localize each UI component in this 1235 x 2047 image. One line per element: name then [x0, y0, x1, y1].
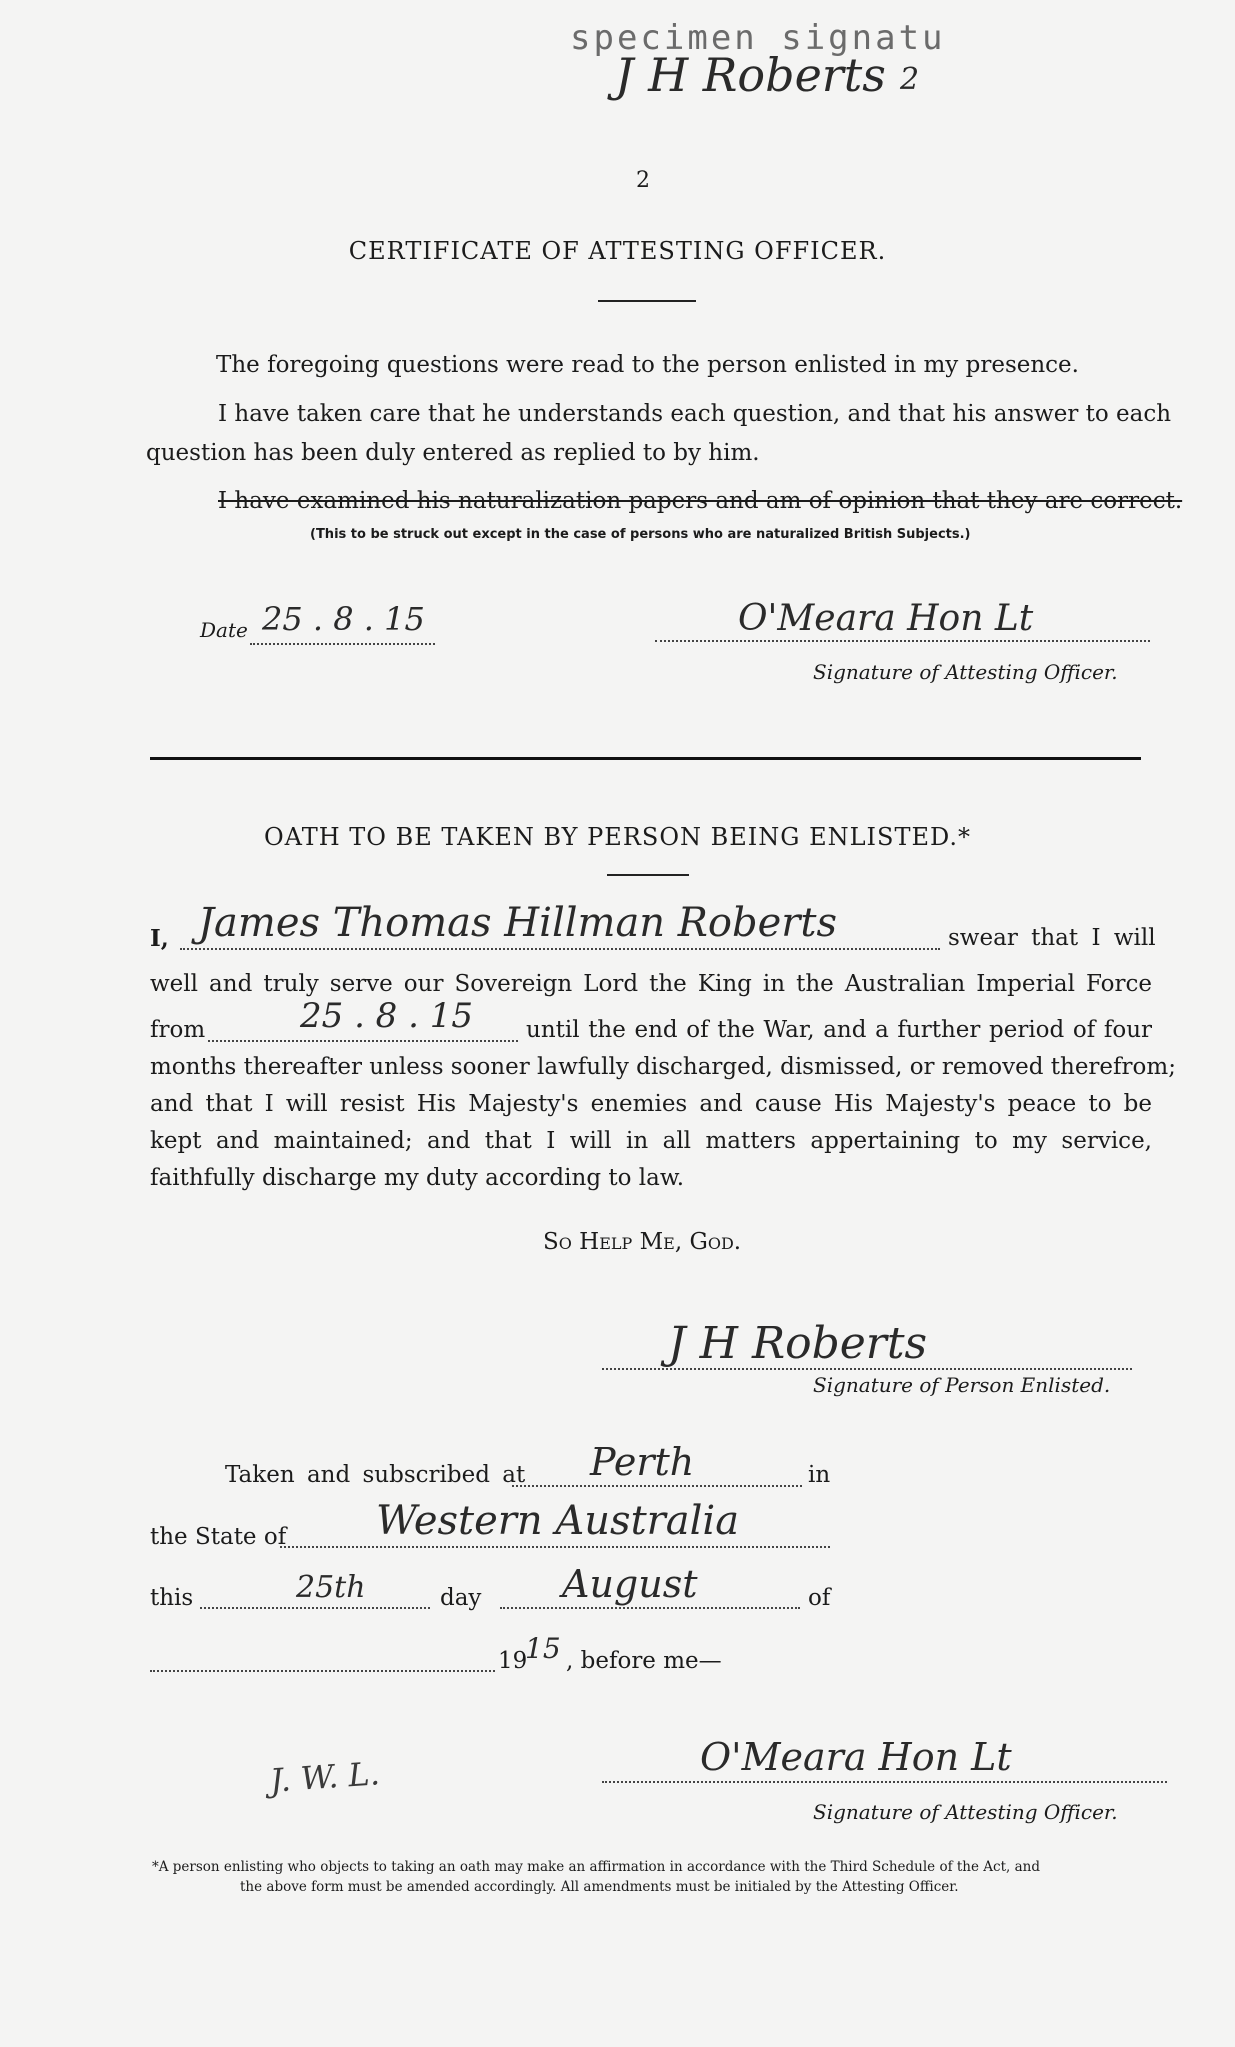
oath-line-7: faithfully discharge my duty according to law. [150, 1165, 685, 1191]
oath-title: OATH TO BE TAKEN BY PERSON BEING ENLISTED.* [264, 823, 971, 851]
specimen-signature-stamp: specimen signatu [570, 18, 946, 58]
attesting-officer-caption: Signature of Attesting Officer. [813, 660, 1118, 684]
oath-swear-text: swear that I will [948, 925, 1156, 951]
state-value: Western Australia [376, 1498, 740, 1544]
final-officer-caption: Signature of Attesting Officer. [813, 1800, 1118, 1824]
top-signature: J H Roberts [615, 48, 886, 102]
of-label: of [808, 1585, 831, 1611]
day-label: day [440, 1585, 482, 1611]
state-line [280, 1546, 830, 1548]
naturalization-note: (This to be struck out except in the case of persons who are naturalized British Subjects.) [310, 527, 971, 542]
before-me: , before me— [566, 1648, 722, 1674]
footnote-line-2: the above form must be amended accordingly. All amendments must be initialed by the Attesting Officer. [240, 1879, 959, 1895]
oath-line-6: kept and maintained; and that I will in all matters appertaining to my service, [150, 1128, 1152, 1154]
page-number: 2 [636, 168, 650, 193]
certificate-line-2a: I have taken care that he understands each question, and that his answer to each [218, 401, 1172, 427]
year-line [150, 1670, 495, 1672]
footnote-line-1: *A person enlisting who objects to taking an oath may make an affirmation in accordance with the Third Schedule of the Act, and [152, 1859, 1040, 1875]
month-line [500, 1607, 800, 1609]
oath-line-2: well and truly serve our Sovereign Lord the King in the Australian Imperial Force [150, 971, 1152, 997]
year-prefix: 19 [498, 1648, 528, 1674]
date-dotted-line [250, 643, 435, 645]
this-label: this [150, 1585, 194, 1611]
final-officer-signature-line [602, 1781, 1167, 1783]
day-line [200, 1607, 430, 1609]
from-date-line [208, 1040, 518, 1042]
state-label: the State of [150, 1524, 287, 1550]
final-officer-signature: O'Meara Hon Lt [700, 1735, 1012, 1779]
certificate-line-1: The foregoing questions were read to the person enlisted in my presence. [216, 352, 1079, 378]
enlistee-name: James Thomas Hillman Roberts [198, 900, 837, 946]
oath-title-rule [607, 874, 689, 876]
section-divider [150, 757, 1141, 760]
officer-signature-line [655, 640, 1150, 642]
person-enlisted-caption: Signature of Person Enlisted. [813, 1373, 1111, 1397]
oath-line-5: and that I will resist His Majesty's enemies and cause His Majesty's peace to be [150, 1091, 1152, 1117]
from-date: 25 . 8 . 15 [300, 996, 474, 1036]
oath-name-line [180, 948, 940, 950]
top-signature-number: 2 [900, 62, 920, 97]
oath-line-4: months thereafter unless sooner lawfully discharged, dismissed, or removed therefrom; [150, 1054, 1176, 1080]
date-value: 25 . 8 . 15 [262, 600, 425, 638]
oath-from-label: from [150, 1017, 206, 1043]
certificate-line-2b: question has been duly entered as replied to by him. [146, 440, 760, 466]
day-value: 25th [296, 1570, 366, 1605]
in-label: in [808, 1462, 831, 1488]
taken-subscribed-label: Taken and subscribed at [225, 1462, 526, 1488]
oath-line-3: until the end of the War, and a further period of four [526, 1017, 1152, 1043]
title-rule [598, 300, 696, 302]
certificate-title: CERTIFICATE OF ATTESTING OFFICER. [348, 237, 887, 265]
place-line [512, 1485, 802, 1487]
year-value: 15 [525, 1632, 561, 1665]
month-value: August [562, 1562, 698, 1606]
place-value: Perth [590, 1440, 695, 1484]
oath-i-label: I, [150, 925, 169, 952]
so-help-me-god: So Help Me, God. [543, 1229, 742, 1255]
person-enlisted-signature: J H Roberts [668, 1318, 928, 1369]
date-label: Date [200, 618, 248, 642]
official-stamp-marks: J. W. L. [268, 1754, 381, 1800]
naturalization-struck-line: I have examined his naturalization papers and am of opinion that they are correct. [218, 488, 1183, 514]
attesting-officer-signature: O'Meara Hon Lt [738, 598, 1034, 639]
